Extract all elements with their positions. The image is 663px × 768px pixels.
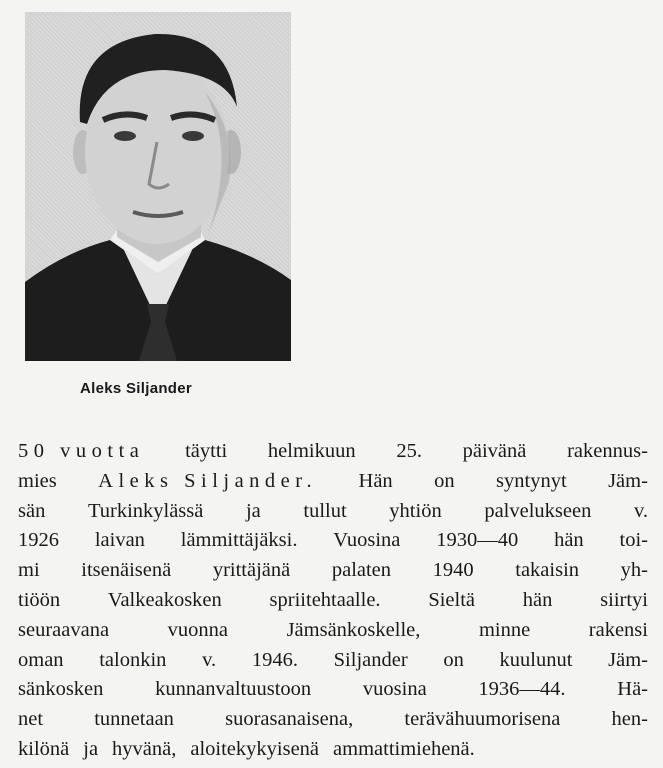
article-word: mies	[18, 469, 57, 492]
article-word: 1946.	[251, 648, 298, 671]
article-word: vuosina	[362, 678, 427, 701]
article-word: tiöön	[18, 588, 61, 611]
article-word: Siljander	[333, 648, 408, 671]
article-word: 25.	[396, 440, 422, 462]
article-text	[18, 437, 648, 765]
article-line	[18, 437, 648, 467]
article-line	[18, 586, 648, 616]
article-word: lämmittäjäksi.	[180, 529, 298, 552]
article-word: rakensi	[588, 618, 648, 641]
article-word: hyvänä,	[112, 737, 177, 760]
article-word: 50 vuotta	[18, 440, 145, 462]
article-line	[18, 497, 648, 527]
article-word: Turkinkylässä	[87, 499, 204, 522]
article-line	[18, 556, 648, 586]
article-line	[18, 526, 648, 556]
article-word: on	[443, 648, 464, 671]
article-word: yh-	[620, 559, 648, 582]
article-word: terävähuumorisena	[404, 708, 561, 731]
article-word: hen-	[611, 708, 648, 731]
article-word: suorasanaisena,	[225, 708, 354, 731]
article-word: Jäm-	[608, 469, 648, 492]
article-word: v.	[202, 648, 217, 671]
article-word: 1930—40	[436, 529, 519, 552]
article-word: Jämsänkoskelle,	[286, 618, 421, 641]
article-word: ja	[245, 499, 261, 522]
article-word: kuulunut	[499, 648, 573, 671]
article-word: aloitekykyisenä	[190, 737, 320, 760]
article-word: siirtyi	[600, 588, 648, 611]
article-line	[18, 735, 648, 765]
article-word: seuraavana	[18, 618, 110, 641]
photo-caption: Aleks Siljander	[80, 380, 193, 397]
article-word: itsenäisenä	[81, 559, 172, 582]
article-word: Sieltä	[428, 588, 475, 611]
article-word: laivan	[94, 529, 145, 552]
article-word: helmikuun	[267, 440, 356, 462]
article-line	[18, 646, 648, 676]
article-word: spriitehtaalle.	[269, 588, 381, 611]
article-word: ammattimiehenä.	[333, 737, 475, 760]
article-line	[18, 467, 648, 497]
article-word: yhtiön	[389, 499, 442, 522]
article-word: päivänä	[462, 440, 527, 462]
article-word: Hä-	[617, 678, 648, 701]
article-word: on	[434, 469, 455, 492]
article-word: tullut	[303, 499, 347, 522]
article-word: mi	[18, 559, 40, 582]
article-word: yrittäjänä	[212, 559, 291, 582]
article-word: sänkosken	[18, 678, 104, 701]
article-word: v.	[633, 499, 648, 522]
article-word: vuonna	[167, 618, 228, 641]
article-word: hän	[522, 588, 553, 611]
article-word: toi-	[619, 529, 648, 552]
article-word: kilönä	[18, 737, 70, 760]
article-word: 1940	[432, 559, 474, 582]
article-word: oman	[18, 648, 64, 671]
article-word: palaten	[331, 559, 392, 582]
article-word: Valkeakosken	[107, 588, 222, 611]
article-word: 1926	[18, 529, 59, 552]
article-word: Vuosina	[333, 529, 401, 552]
article-word: kunnanvaltuustoon	[155, 678, 312, 701]
article-line	[18, 675, 648, 705]
article-line	[18, 705, 648, 735]
article-word: syntynyt	[496, 469, 567, 492]
article-word: täytti	[185, 440, 228, 462]
article-word: takaisin	[515, 559, 580, 582]
article-word: rakennus-	[567, 440, 648, 462]
article-word: net	[18, 708, 44, 731]
article-word: Jäm-	[608, 648, 648, 671]
article-word: 1936—44.	[478, 678, 566, 701]
article-word: Aleks Siljander.	[98, 469, 318, 492]
portrait-photo	[25, 12, 291, 361]
article-word: ja	[83, 737, 99, 760]
article-word: minne	[478, 618, 531, 641]
article-word: palvelukseen	[484, 499, 592, 522]
article-word: tunnetaan	[94, 708, 174, 731]
article-line	[18, 616, 648, 646]
portrait-illustration	[25, 12, 291, 361]
article-word: sän	[18, 499, 46, 522]
article-word: hän	[554, 529, 584, 552]
article-word: Hän	[358, 469, 393, 492]
article-word: talonkin	[99, 648, 167, 671]
